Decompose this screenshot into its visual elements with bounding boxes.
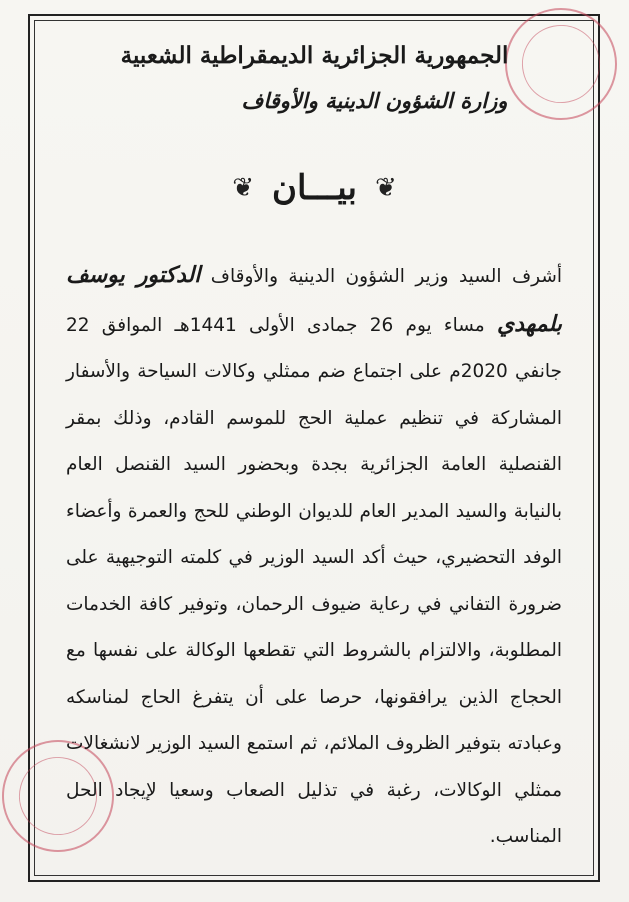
paragraph-continuation: مساء يوم 26 جمادى الأولى 1441هـ الموافق 22 جانفي 2020م على اجتماع ضم ممثلي وكالات السياحة والأسفار المشاركة في تنظيم عملية الحج للموسم القادم، وذلك بمقر القنصلية العامة الجزائرية بجدة وبحضور السيد القنصل العام بالنيابة والسيد المدير العام للديوان الوطني للحج والعمرة وأعضاء الوفد التحضيري، حيث أكد السيد الوزير في كلمته التوجيهية على ضرورة التفاني في رعاية ضيوف الرحمان، وتوفير كافة الخدمات المطلوبة، والالتزام بالشروط التي تقطعها الوكالة على نفسها مع الحجاج الذين يرافقونها، حرصا على أن يتفرغ الحاج لمناسكه وعبادته بتوفير الظروف الملائم، ثم استمع السيد الوزير لانشغالات ممثلي الوكالات، رغبة في تذليل الصعاب وسعيا لإيجاد الحل المناسب.	[66, 314, 562, 847]
statement-title: بيـــان	[272, 168, 357, 208]
republic-heading: الجمهورية الجزائرية الديمقراطية الشعبية	[120, 42, 509, 69]
minister-name: الدكتور يوسف بلمهدي	[66, 262, 562, 337]
statement-paragraph	[66, 252, 562, 861]
title-row	[0, 168, 629, 208]
ministry-heading: وزارة الشؤون الدينية والأوقاف	[241, 88, 508, 113]
paragraph-opening: أشرف السيد وزير الشؤون الدينية والأوقاف	[210, 266, 562, 287]
floral-ornament-icon: ❦	[232, 173, 255, 203]
statement-body	[66, 252, 562, 861]
floral-ornament-icon: ❦	[374, 173, 397, 203]
